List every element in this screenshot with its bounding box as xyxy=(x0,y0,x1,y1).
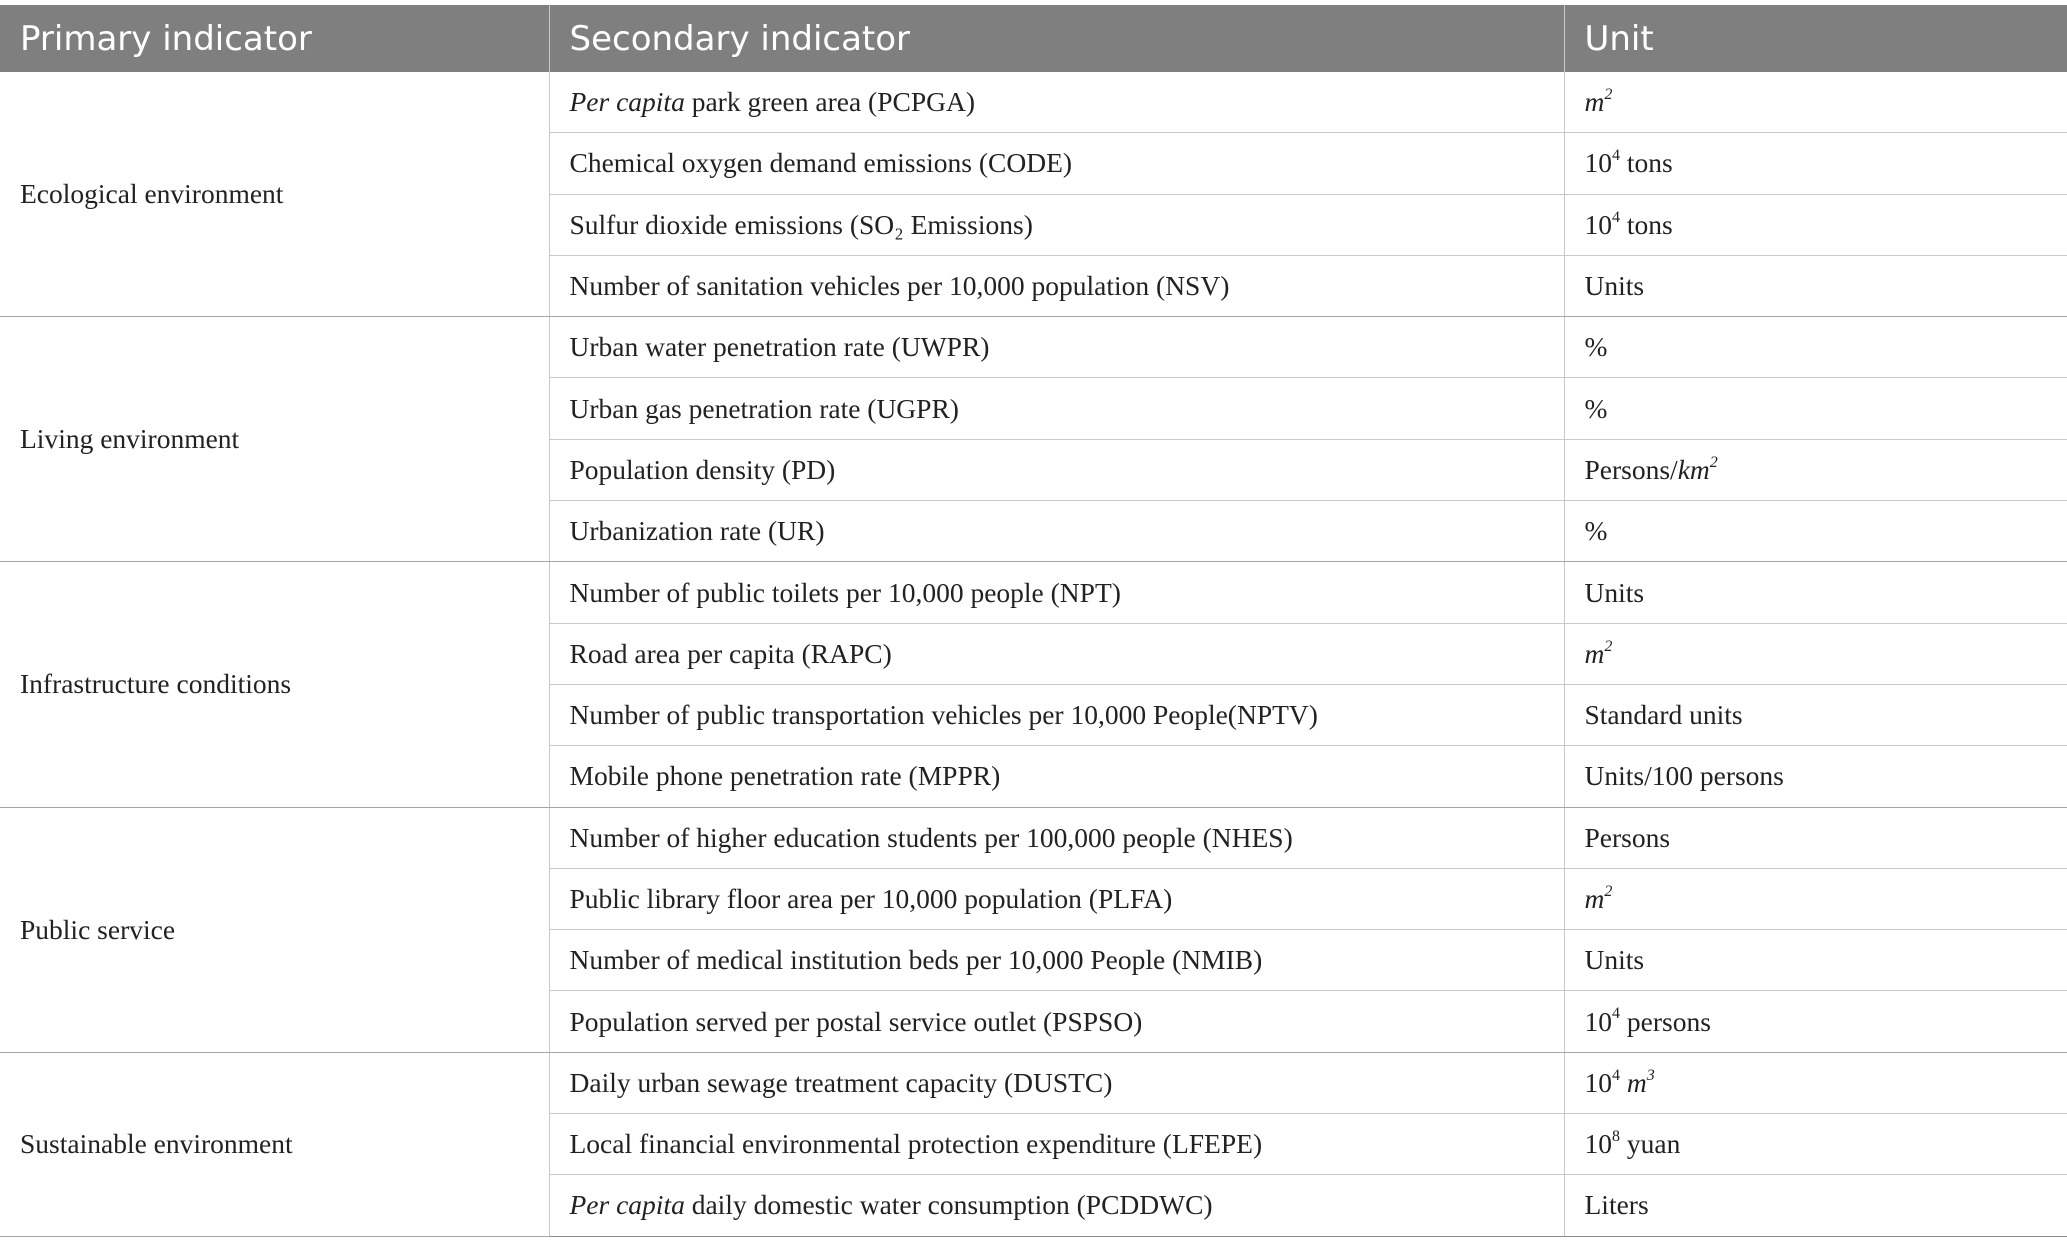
secondary-indicator-cell xyxy=(549,133,1564,194)
unit-cell xyxy=(1564,378,2067,439)
secondary-indicator-cell xyxy=(549,378,1564,439)
unit-italic-exponent: 2 xyxy=(1604,637,1613,655)
secondary-indicator-cell xyxy=(549,439,1564,500)
secondary-indicator-text: Number of public toilets per 10,000 people (NPT) xyxy=(569,576,1121,608)
table-row xyxy=(0,1052,2067,1113)
unit-text: % xyxy=(1584,331,1608,363)
secondary-indicator-cell xyxy=(549,684,1564,745)
indicator-table xyxy=(0,5,2067,1237)
unit-space xyxy=(1620,1067,1627,1098)
unit-cell xyxy=(1564,562,2067,623)
unit-text: Persons xyxy=(1584,821,1671,853)
secondary-indicator-cell xyxy=(549,746,1564,807)
unit-cell xyxy=(1564,807,2067,868)
secondary-indicator-text: Population served per postal service outlet (PSPSO) xyxy=(569,1005,1143,1037)
indicator-table-container xyxy=(0,5,2067,1237)
secondary-indicator-text: Sulfur dioxide emissions (SO₂ Emissions) xyxy=(569,208,1033,240)
secondary-indicator-cell xyxy=(549,623,1564,684)
unit-base: 10 xyxy=(1584,1128,1612,1160)
secondary-indicator-text: Number of sanitation vehicles per 10,000 population (NSV) xyxy=(569,270,1230,302)
unit-cell xyxy=(1564,255,2067,316)
header-primary-indicator: Primary indicator xyxy=(0,5,549,72)
primary-indicator-cell: Infrastructure conditions xyxy=(0,562,549,807)
unit-base: 10 xyxy=(1584,208,1612,240)
unit-italic-exponent: 2 xyxy=(1604,85,1613,103)
unit-base: 10 xyxy=(1584,1005,1612,1037)
unit-italic: m xyxy=(1584,883,1605,914)
table-header xyxy=(0,5,2067,72)
unit-italic: m xyxy=(1626,1066,1647,1098)
header-unit: Unit xyxy=(1564,5,2067,72)
unit-cell xyxy=(1564,930,2067,991)
unit-text: Units/100 persons xyxy=(1584,760,1784,792)
unit-cell xyxy=(1564,1052,2067,1113)
unit-italic-exponent: 2 xyxy=(1604,882,1613,900)
secondary-indicator-text: Mobile phone penetration rate (MPPR) xyxy=(569,760,1001,792)
table-row xyxy=(0,72,2067,133)
unit-text: Units xyxy=(1584,944,1645,976)
header-row xyxy=(0,5,2067,72)
secondary-indicator-cell xyxy=(549,1175,1564,1236)
secondary-indicator-cell xyxy=(549,194,1564,255)
unit-italic-exponent: 2 xyxy=(1709,453,1718,471)
secondary-italic-prefix: Per capita xyxy=(569,86,685,118)
secondary-indicator-cell xyxy=(549,807,1564,868)
secondary-indicator-cell xyxy=(549,1052,1564,1113)
unit-exponent: 4 xyxy=(1612,1066,1620,1084)
unit-text: % xyxy=(1584,392,1608,424)
secondary-italic-prefix: Per capita xyxy=(569,1189,685,1221)
unit-cell xyxy=(1564,501,2067,562)
primary-indicator-cell: Living environment xyxy=(0,317,549,562)
unit-cell xyxy=(1564,868,2067,929)
secondary-indicator-text: Number of public transportation vehicles per 10,000 People(NPTV) xyxy=(569,699,1318,731)
secondary-indicator-cell xyxy=(549,501,1564,562)
unit-base: 10 xyxy=(1584,147,1612,179)
primary-indicator-cell: Ecological environment xyxy=(0,72,549,317)
secondary-indicator-text: daily domestic water consumption (PCDDWC) xyxy=(684,1189,1213,1221)
unit-exponent: 8 xyxy=(1612,1128,1620,1146)
unit-cell xyxy=(1564,684,2067,745)
unit-text: Standard units xyxy=(1584,699,1743,731)
secondary-indicator-cell xyxy=(549,930,1564,991)
unit-base: 10 xyxy=(1584,1066,1612,1098)
unit-text: yuan xyxy=(1620,1128,1681,1160)
unit-cell xyxy=(1564,1114,2067,1175)
unit-text: tons xyxy=(1620,208,1673,240)
primary-indicator-cell: Sustainable environment xyxy=(0,1052,549,1236)
unit-cell xyxy=(1564,623,2067,684)
secondary-indicator-text: Urbanization rate (UR) xyxy=(569,515,825,547)
unit-text: tons xyxy=(1620,147,1673,179)
secondary-indicator-text: Chemical oxygen demand emissions (CODE) xyxy=(569,147,1073,179)
secondary-indicator-cell xyxy=(549,255,1564,316)
unit-cell xyxy=(1564,991,2067,1052)
unit-cell xyxy=(1564,133,2067,194)
unit-italic: km xyxy=(1677,453,1710,485)
secondary-indicator-cell xyxy=(549,72,1564,133)
unit-cell xyxy=(1564,1175,2067,1236)
secondary-indicator-text: Number of medical institution beds per 10,000 People (NMIB) xyxy=(569,944,1263,976)
header-secondary-indicator: Secondary indicator xyxy=(549,5,1564,72)
unit-italic-exponent: 3 xyxy=(1646,1066,1655,1084)
secondary-indicator-cell xyxy=(549,317,1564,378)
secondary-indicator-text: Road area per capita (RAPC) xyxy=(569,637,892,669)
unit-cell xyxy=(1564,317,2067,378)
table-row xyxy=(0,562,2067,623)
table-row xyxy=(0,807,2067,868)
secondary-indicator-text: park green area (PCPGA) xyxy=(684,86,976,118)
primary-indicator-cell: Public service xyxy=(0,807,549,1052)
unit-cell xyxy=(1564,194,2067,255)
secondary-indicator-text: Public library floor area per 10,000 population (PLFA) xyxy=(569,883,1173,914)
unit-italic: m xyxy=(1584,86,1605,118)
unit-text: persons xyxy=(1620,1005,1711,1037)
table-body xyxy=(0,72,2067,1236)
secondary-indicator-text: Daily urban sewage treatment capacity (DUSTC) xyxy=(569,1066,1113,1098)
secondary-indicator-text: Number of higher education students per 100,000 people (NHES) xyxy=(569,821,1293,853)
secondary-indicator-cell xyxy=(549,868,1564,929)
secondary-indicator-text: Urban gas penetration rate (UGPR) xyxy=(569,392,959,424)
unit-italic: m xyxy=(1584,637,1605,669)
unit-exponent: 4 xyxy=(1612,208,1620,226)
unit-text: % xyxy=(1584,515,1608,547)
secondary-indicator-text: Local financial environmental protection expenditure (LFEPE) xyxy=(569,1128,1263,1160)
secondary-indicator-cell xyxy=(549,1114,1564,1175)
secondary-indicator-cell xyxy=(549,562,1564,623)
secondary-indicator-text: Urban water penetration rate (UWPR) xyxy=(569,331,990,363)
unit-prefix: Persons/ xyxy=(1584,453,1678,485)
secondary-indicator-text: Population density (PD) xyxy=(569,453,836,485)
unit-cell xyxy=(1564,746,2067,807)
unit-exponent: 4 xyxy=(1612,1005,1620,1023)
secondary-indicator-cell xyxy=(549,991,1564,1052)
unit-cell xyxy=(1564,72,2067,133)
unit-text: Liters xyxy=(1584,1189,1649,1221)
unit-cell xyxy=(1564,439,2067,500)
table-row xyxy=(0,317,2067,378)
unit-text: Units xyxy=(1584,576,1645,608)
unit-text: Units xyxy=(1584,270,1645,302)
unit-exponent: 4 xyxy=(1612,147,1620,165)
